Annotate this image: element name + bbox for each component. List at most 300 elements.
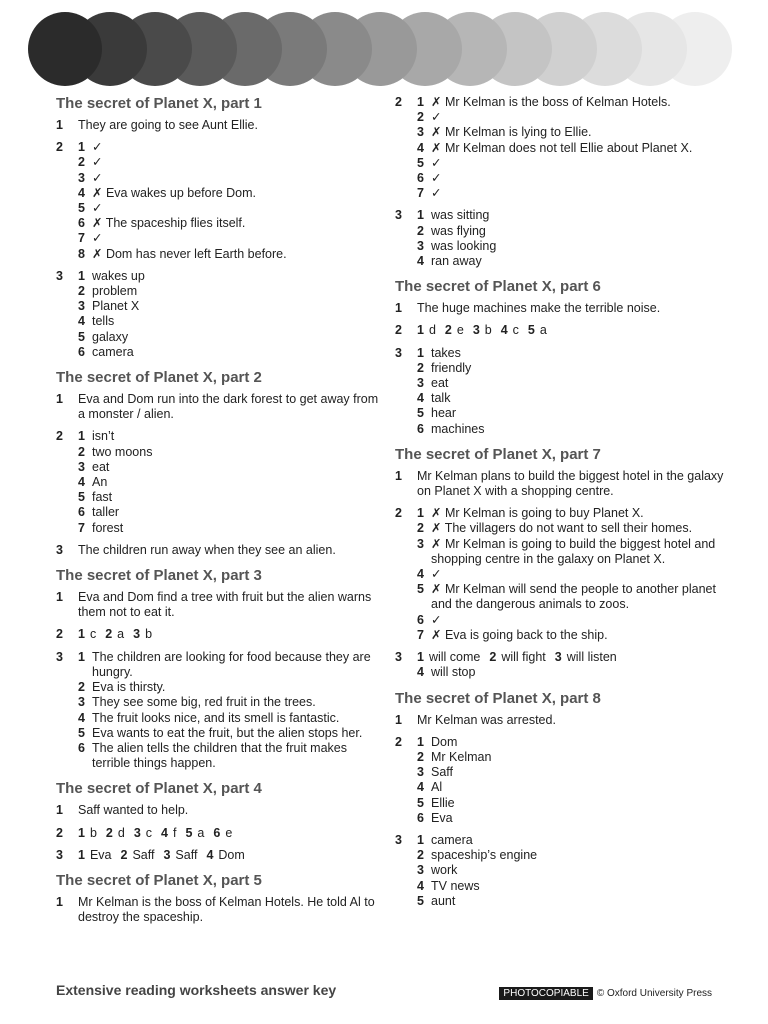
item-number: 7 bbox=[78, 520, 85, 535]
item-answer: two moons bbox=[92, 444, 153, 459]
item-answer: ✓ bbox=[92, 201, 103, 216]
item-answer: d bbox=[428, 323, 436, 338]
list-item bbox=[417, 239, 725, 254]
task-number: 2 bbox=[56, 140, 63, 155]
item-answer: was sitting bbox=[431, 208, 490, 223]
task-answer: Mr Kelman is the boss of Kelman Hotels. He told Al to destroy the spaceship. bbox=[78, 894, 375, 925]
list-item bbox=[78, 726, 382, 741]
task-number: 1 bbox=[56, 118, 63, 132]
section-part-7 bbox=[395, 446, 725, 681]
item-answer: ✓ bbox=[431, 612, 442, 627]
list-item bbox=[78, 429, 382, 444]
list-item bbox=[78, 269, 382, 284]
item-number: 6 bbox=[78, 344, 85, 359]
inline-item bbox=[163, 848, 197, 863]
list-item bbox=[78, 490, 382, 505]
task-number: 3 bbox=[395, 832, 402, 847]
task-number: 2 bbox=[56, 429, 63, 444]
list-item bbox=[417, 833, 725, 848]
task-number: 2 bbox=[395, 506, 402, 521]
item-answer: An bbox=[92, 475, 108, 490]
task-1 bbox=[56, 895, 382, 925]
section-title: The secret of Planet X, part 7 bbox=[395, 445, 601, 463]
task-3 bbox=[56, 269, 382, 360]
item-number: 2 bbox=[417, 749, 424, 764]
task-answer: Eva and Dom find a tree with fruit but the alien warns them not to eat it. bbox=[78, 590, 372, 620]
task-3 bbox=[56, 650, 382, 772]
item-number: 2 bbox=[489, 650, 497, 665]
item-answer: ✓ bbox=[431, 171, 442, 186]
item-answer: forest bbox=[92, 520, 124, 535]
task-answer: They are going to see Aunt Ellie. bbox=[78, 118, 258, 132]
item-number: 3 bbox=[417, 536, 424, 551]
item-number: 3 bbox=[78, 299, 85, 314]
item-answer: wakes up bbox=[92, 268, 145, 283]
item-answer: ✗ The spaceship flies itself. bbox=[92, 216, 246, 231]
item-answer: will come bbox=[428, 650, 481, 665]
list-item bbox=[78, 711, 382, 726]
list-item bbox=[417, 254, 725, 269]
task-number: 1 bbox=[395, 712, 402, 727]
item-answer: Planet X bbox=[92, 299, 140, 314]
answer-list bbox=[417, 506, 725, 643]
item-answer: They see some big, red fruit in the trees. bbox=[92, 695, 316, 710]
item-answer: Al bbox=[431, 780, 443, 795]
item-answer: e bbox=[456, 323, 464, 338]
item-answer: f bbox=[172, 825, 177, 840]
inline-item bbox=[489, 650, 545, 665]
item-answer: Eva bbox=[89, 847, 112, 862]
section-title: The secret of Planet X, part 5 bbox=[56, 871, 262, 889]
list-item bbox=[417, 506, 725, 521]
list-item bbox=[417, 750, 725, 765]
task-number: 3 bbox=[56, 649, 63, 664]
item-answer: d bbox=[117, 825, 125, 840]
task-1 bbox=[56, 803, 382, 818]
item-answer: a bbox=[539, 323, 547, 338]
inline-item bbox=[555, 650, 617, 665]
item-number: 2 bbox=[444, 323, 452, 338]
section-part-6 bbox=[395, 278, 725, 437]
list-item bbox=[417, 346, 725, 361]
item-number: 4 bbox=[417, 878, 424, 893]
task-3 bbox=[395, 346, 725, 437]
section-title: The secret of Planet X, part 3 bbox=[56, 567, 262, 585]
section-title: The secret of Planet X, part 2 bbox=[56, 369, 262, 387]
list-item bbox=[417, 521, 725, 536]
item-answer: b bbox=[484, 323, 492, 338]
item-answer: will listen bbox=[566, 650, 617, 665]
list-item bbox=[417, 537, 725, 567]
item-answer: ✗ Eva is going back to the ship. bbox=[431, 627, 608, 642]
item-number: 6 bbox=[78, 505, 85, 520]
item-number: 6 bbox=[417, 171, 424, 186]
inline-item bbox=[161, 826, 176, 841]
item-answer: hear bbox=[431, 406, 457, 421]
inline-item bbox=[206, 848, 244, 863]
list-item bbox=[417, 406, 725, 421]
list-item bbox=[417, 863, 725, 878]
item-answer: isn’t bbox=[92, 429, 115, 444]
list-item bbox=[417, 811, 725, 826]
task-3 bbox=[395, 833, 725, 909]
task-3 bbox=[56, 848, 382, 863]
task-3 bbox=[395, 650, 725, 680]
item-number: 3 bbox=[472, 323, 480, 338]
answer-list bbox=[78, 140, 382, 262]
item-answer: b bbox=[89, 825, 97, 840]
inline-item bbox=[417, 650, 480, 665]
inline-item bbox=[528, 323, 547, 338]
item-number: 5 bbox=[78, 329, 85, 344]
item-number: 2 bbox=[105, 627, 113, 642]
task-1 bbox=[56, 590, 382, 620]
item-answer: work bbox=[431, 863, 458, 878]
answer-list bbox=[417, 833, 725, 909]
item-answer: eat bbox=[92, 459, 110, 474]
item-number: 3 bbox=[417, 765, 424, 780]
task-2 bbox=[56, 826, 382, 841]
item-answer: friendly bbox=[431, 360, 472, 375]
answer-list bbox=[417, 346, 725, 437]
answer-list bbox=[417, 208, 725, 269]
item-answer: Eva is thirsty. bbox=[92, 680, 166, 695]
inline-item bbox=[134, 826, 152, 841]
answer-list bbox=[417, 95, 725, 201]
item-answer: taller bbox=[92, 505, 120, 520]
item-number: 4 bbox=[417, 665, 424, 680]
publisher-text: © Oxford University Press bbox=[596, 988, 712, 999]
item-answer: Eva wants to eat the fruit, but the alien stops her. bbox=[92, 725, 363, 740]
task-2 bbox=[56, 627, 382, 642]
item-answer: ✗ Dom has never left Earth before. bbox=[92, 246, 287, 261]
item-answer: c bbox=[512, 323, 519, 338]
section-part-3 bbox=[56, 567, 382, 771]
list-item bbox=[417, 735, 725, 750]
section-part-1 bbox=[56, 95, 382, 360]
list-item bbox=[78, 231, 382, 246]
item-number: 5 bbox=[417, 795, 424, 810]
task-2 bbox=[395, 506, 725, 643]
task-2 bbox=[395, 95, 725, 201]
task-number: 3 bbox=[56, 542, 63, 557]
item-number: 3 bbox=[554, 650, 562, 665]
answer-inline-list bbox=[417, 323, 725, 338]
task-number: 3 bbox=[395, 650, 402, 665]
list-item bbox=[417, 186, 725, 201]
inline-item bbox=[78, 627, 96, 642]
item-answer: camera bbox=[431, 832, 473, 847]
list-item bbox=[78, 284, 382, 299]
item-answer: The children are looking for food because they are hungry. bbox=[92, 649, 371, 679]
item-answer: tells bbox=[92, 314, 115, 329]
list-item bbox=[417, 894, 725, 909]
item-answer: Ellie bbox=[431, 795, 455, 810]
item-number: 2 bbox=[417, 360, 424, 375]
item-number: 7 bbox=[417, 186, 424, 201]
item-answer: ✓ bbox=[431, 110, 442, 125]
section-part-2 bbox=[56, 369, 382, 558]
item-number: 5 bbox=[78, 490, 85, 505]
section-title: The secret of Planet X, part 8 bbox=[395, 689, 601, 707]
footer-title: Extensive reading worksheets answer key bbox=[56, 982, 337, 998]
item-number: 4 bbox=[417, 391, 424, 406]
section-title: The secret of Planet X, part 6 bbox=[395, 278, 601, 296]
inline-item bbox=[133, 627, 152, 642]
item-answer: The alien tells the children that the fruit makes terrible things happen. bbox=[92, 740, 347, 771]
list-item bbox=[78, 314, 382, 329]
item-number: 3 bbox=[78, 170, 85, 185]
inline-item bbox=[417, 323, 436, 338]
item-answer: ✗ Eva wakes up before Dom. bbox=[92, 185, 257, 200]
item-answer: talk bbox=[431, 391, 451, 406]
item-number: 4 bbox=[78, 314, 85, 329]
item-number: 1 bbox=[78, 268, 85, 283]
section-title: The secret of Planet X, part 1 bbox=[56, 95, 262, 112]
task-2 bbox=[395, 323, 725, 338]
item-number: 1 bbox=[417, 345, 424, 360]
task-2 bbox=[395, 735, 725, 826]
item-number: 1 bbox=[78, 825, 85, 840]
list-item bbox=[78, 521, 382, 536]
list-item bbox=[417, 361, 725, 376]
list-item bbox=[417, 391, 725, 406]
item-number: 2 bbox=[78, 284, 85, 299]
item-answer: ✓ bbox=[431, 155, 442, 170]
answer-inline-list bbox=[78, 627, 382, 642]
item-answer: ran away bbox=[431, 254, 482, 269]
list-item bbox=[417, 110, 725, 125]
item-number: 4 bbox=[417, 254, 424, 269]
task-3 bbox=[56, 543, 382, 558]
item-answer: eat bbox=[431, 376, 449, 391]
item-number: 1 bbox=[78, 649, 85, 664]
task-answer: Saff wanted to help. bbox=[78, 803, 189, 818]
list-item bbox=[417, 376, 725, 391]
item-number: 5 bbox=[185, 825, 193, 840]
item-number: 3 bbox=[163, 847, 171, 862]
task-number: 2 bbox=[395, 323, 402, 338]
item-answer: problem bbox=[92, 284, 138, 299]
item-number: 6 bbox=[417, 612, 424, 627]
list-item bbox=[417, 879, 725, 894]
list-item bbox=[417, 567, 725, 582]
item-answer: Eva bbox=[431, 810, 453, 825]
item-number: 1 bbox=[417, 832, 424, 847]
inline-item bbox=[473, 323, 492, 338]
item-number: 7 bbox=[78, 231, 85, 246]
item-number: 1 bbox=[417, 208, 424, 223]
inline-item bbox=[445, 323, 464, 338]
inline-item bbox=[78, 826, 97, 841]
item-answer: Saff bbox=[431, 765, 454, 780]
list-item bbox=[417, 422, 725, 437]
item-number: 5 bbox=[527, 323, 535, 338]
task-number: 1 bbox=[395, 301, 402, 316]
list-item bbox=[78, 247, 382, 262]
item-answer: ✓ bbox=[92, 170, 103, 185]
list-item bbox=[78, 299, 382, 314]
list-item bbox=[78, 345, 382, 360]
task-answer: The children run away when they see an alien. bbox=[78, 542, 336, 557]
item-answer: c bbox=[89, 627, 97, 642]
item-number: 2 bbox=[417, 521, 424, 536]
item-number: 5 bbox=[78, 725, 85, 740]
list-item bbox=[417, 141, 725, 156]
inline-item bbox=[105, 627, 124, 642]
item-answer: was looking bbox=[431, 238, 497, 253]
item-number: 6 bbox=[213, 825, 221, 840]
list-item bbox=[78, 330, 382, 345]
item-number: 2 bbox=[417, 223, 424, 238]
item-answer: ✓ bbox=[431, 567, 442, 582]
task-2 bbox=[56, 140, 382, 262]
list-item bbox=[417, 125, 725, 140]
list-item bbox=[78, 140, 382, 155]
item-number: 2 bbox=[78, 155, 85, 170]
inline-item bbox=[106, 826, 125, 841]
item-answer: was flying bbox=[431, 223, 486, 238]
item-number: 5 bbox=[417, 155, 424, 170]
item-answer: takes bbox=[431, 345, 461, 360]
list-item bbox=[78, 216, 382, 231]
answer-list bbox=[78, 429, 382, 535]
task-answer: Mr Kelman was arrested. bbox=[417, 712, 556, 727]
answer-mixed-list bbox=[417, 650, 725, 680]
item-answer: fast bbox=[92, 490, 113, 505]
item-answer: b bbox=[145, 627, 153, 642]
item-number: 1 bbox=[417, 506, 424, 521]
item-answer: The fruit looks nice, and its smell is fantastic. bbox=[92, 710, 340, 725]
list-item bbox=[417, 796, 725, 811]
item-number: 5 bbox=[417, 893, 424, 908]
item-answer: Dom bbox=[218, 847, 245, 862]
item-number: 3 bbox=[417, 376, 424, 391]
section-part-5 bbox=[56, 872, 382, 925]
item-number: 4 bbox=[500, 323, 508, 338]
item-number: 2 bbox=[417, 110, 424, 125]
item-number: 1 bbox=[417, 734, 424, 749]
item-number: 3 bbox=[417, 125, 424, 140]
list-item bbox=[78, 201, 382, 216]
list-item bbox=[78, 741, 382, 771]
item-answer: spaceship’s engine bbox=[431, 848, 538, 863]
photocopiable-badge: PHOTOCOPIABLE bbox=[499, 987, 592, 1000]
item-number: 4 bbox=[161, 825, 168, 840]
task-number: 2 bbox=[395, 95, 402, 109]
item-answer: e bbox=[225, 825, 233, 840]
item-number: 4 bbox=[417, 567, 424, 582]
task-number: 1 bbox=[395, 468, 402, 483]
item-answer: will fight bbox=[501, 650, 546, 665]
item-number: 3 bbox=[417, 238, 424, 253]
task-1 bbox=[395, 713, 725, 728]
header-banner bbox=[28, 12, 738, 86]
list-item bbox=[417, 95, 725, 110]
item-number: 4 bbox=[417, 780, 424, 795]
answer-inline-list bbox=[78, 848, 382, 863]
item-answer: a bbox=[117, 627, 125, 642]
task-1 bbox=[56, 118, 382, 133]
item-answer: ✗ Mr Kelman is the boss of Kelman Hotels. bbox=[431, 95, 671, 109]
footer-copyright bbox=[499, 987, 712, 1000]
item-number: 8 bbox=[78, 246, 85, 261]
item-number: 1 bbox=[78, 140, 85, 155]
item-number: 1 bbox=[78, 429, 85, 444]
left-column bbox=[56, 95, 382, 934]
item-number: 1 bbox=[78, 847, 85, 862]
task-number: 2 bbox=[56, 627, 63, 642]
item-number: 5 bbox=[417, 582, 424, 597]
item-answer: aunt bbox=[431, 893, 456, 908]
list-item bbox=[78, 650, 382, 680]
item-answer: a bbox=[197, 825, 205, 840]
list-item bbox=[417, 848, 725, 863]
item-number: 2 bbox=[78, 444, 85, 459]
item-number: 3 bbox=[417, 863, 424, 878]
item-answer: camera bbox=[92, 344, 134, 359]
item-number: 1 bbox=[417, 323, 424, 338]
item-number: 3 bbox=[78, 695, 85, 710]
item-number: 4 bbox=[78, 475, 85, 490]
list-item bbox=[417, 156, 725, 171]
task-number: 2 bbox=[56, 825, 63, 840]
list-item bbox=[78, 695, 382, 710]
section-title: The secret of Planet X, part 4 bbox=[56, 780, 262, 798]
item-number: 3 bbox=[78, 459, 85, 474]
list-item bbox=[417, 665, 725, 680]
inline-item bbox=[78, 848, 112, 863]
list-item bbox=[417, 780, 725, 795]
item-number: 2 bbox=[417, 848, 424, 863]
list-item bbox=[78, 155, 382, 170]
item-number: 6 bbox=[78, 740, 85, 755]
list-item bbox=[78, 460, 382, 475]
item-number: 2 bbox=[120, 847, 128, 862]
item-number: 4 bbox=[417, 140, 424, 155]
item-answer: ✗ Mr Kelman is going to build the biggest hotel and shopping centre in the galaxy on Planet X. bbox=[431, 536, 716, 566]
list-item bbox=[417, 765, 725, 780]
list-item bbox=[417, 582, 725, 612]
section-part-4 bbox=[56, 780, 382, 863]
task-answer: Eva and Dom run into the dark forest to get away from a monster / alien. bbox=[78, 392, 379, 422]
answer-inline-list bbox=[78, 826, 382, 841]
item-answer: c bbox=[145, 825, 153, 840]
task-1 bbox=[395, 469, 725, 499]
item-answer: ✗ Mr Kelman is lying to Ellie. bbox=[431, 125, 592, 140]
item-answer: Mr Kelman bbox=[431, 749, 492, 764]
answer-list bbox=[78, 269, 382, 360]
item-answer: Saff bbox=[132, 847, 155, 862]
inline-item bbox=[121, 848, 155, 863]
item-answer: ✓ bbox=[92, 140, 103, 155]
list-item bbox=[417, 208, 725, 223]
task-number: 3 bbox=[56, 268, 63, 283]
list-item bbox=[78, 445, 382, 460]
task-number: 1 bbox=[56, 803, 63, 818]
item-answer: ✓ bbox=[431, 186, 442, 201]
list-item bbox=[78, 505, 382, 520]
task-2 bbox=[56, 429, 382, 535]
list-item bbox=[78, 186, 382, 201]
item-answer: ✗ Mr Kelman does not tell Ellie about Planet X. bbox=[431, 140, 693, 155]
item-answer: ✗ Mr Kelman will send the people to another planet and the dangerous animals to zoos. bbox=[431, 582, 716, 612]
item-number: 4 bbox=[78, 710, 85, 725]
list-item bbox=[417, 613, 725, 628]
task-number: 2 bbox=[395, 734, 402, 749]
item-number: 6 bbox=[78, 216, 85, 231]
item-number: 1 bbox=[417, 650, 424, 665]
